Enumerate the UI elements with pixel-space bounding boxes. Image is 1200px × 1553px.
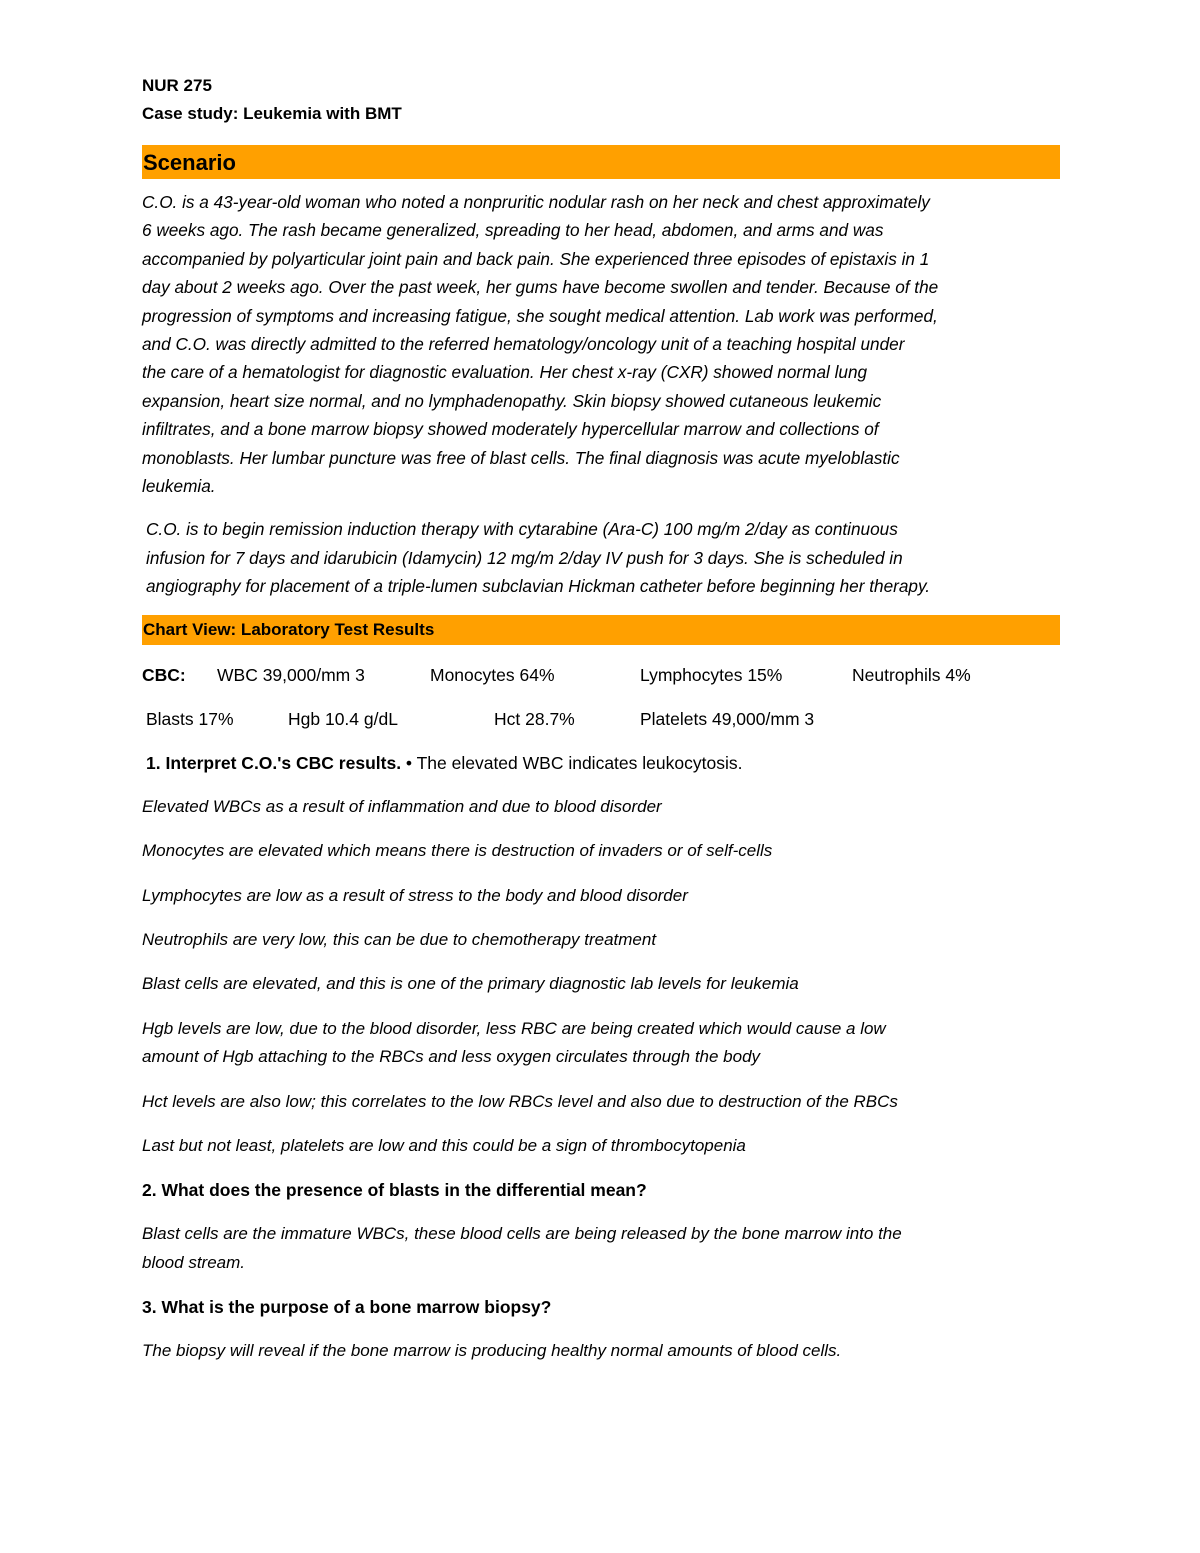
answer-1-hgb: Hgb levels are low, due to the blood disorder, less RBC are being created which would cause a low amount of Hgb attaching to the RBCs and less oxygen circulates through the body [142, 1018, 886, 1067]
question-1 [142, 749, 1060, 777]
lab-wbc: WBC 39,000/mm 3 [217, 664, 365, 685]
lab-hgb: Hgb 10.4 g/dL [288, 708, 398, 729]
lab-platelets: Platelets 49,000/mm 3 [640, 708, 815, 729]
answer-2: Blast cells are the immature WBCs, these blood cells are being released by the bone marrow into the blood stream. [142, 1224, 902, 1272]
answer-1-blasts: Blast cells are elevated, and this is one of the primary diagnostic lab levels for leukemia [142, 974, 799, 994]
document-page [142, 72, 1060, 1366]
lab-monocytes: Monocytes 64% [430, 664, 555, 685]
scenario-paragraph-1: C.O. is a 43-year-old woman who noted a nonpruritic nodular rash on her neck and chest approximately 6 weeks ago. The rash became generalized, spreading to her head, abdomen, and arms and was accompanied by polyarticular joint pain and back pain. She experienced three episodes of epistaxis in 1 day about 2 weeks ago. Over the past week, her gums have become swollen and tender. Because of the progression of symptoms and increasing fatigue, she sought medical attention. Lab work was performed, and C.O. was directly admitted to the referred hematology/oncology unit of a teaching hospital under the care of a hematologist for diagnostic evaluation. Her chest x-ray (CXR) showed normal lung expansion, heart size normal, and no lymphadenopathy. Skin biopsy showed cutaneous leukemic infiltrates, and a bone marrow biopsy showed moderately hypercellular marrow and collections of monoblasts. Her lumbar puncture was free of blast cells. The final diagnosis was acute myeloblastic leukemia. [142, 192, 939, 497]
cbc-label: CBC: [142, 664, 186, 685]
question-3: 3. What is the purpose of a bone marrow biopsy? [142, 1297, 552, 1318]
cbc-row-1 [142, 653, 1060, 697]
question-1-text: 1. Interpret C.O.'s CBC results. [146, 752, 402, 773]
lab-results-heading: Chart View: Laboratory Test Results [142, 615, 1060, 645]
lab-blasts: Blasts 17% [146, 708, 234, 729]
answer-3: The biopsy will reveal if the bone marrow is producing healthy normal amounts of blood cells. [142, 1341, 842, 1361]
question-1-inline-answer: • The elevated WBC indicates leukocytosis. [401, 752, 743, 773]
question-2: 2. What does the presence of blasts in the differential mean? [142, 1180, 647, 1201]
answer-1-hct: Hct levels are also low; this correlates to the low RBCs level and also due to destruction of the RBCs [142, 1091, 898, 1111]
course-code: NUR 275 [142, 76, 212, 95]
document-title: Case study: Leukemia with BMT [142, 104, 402, 123]
answer-1-platelets: Last but not least, platelets are low and this could be a sign of thrombocytopenia [142, 1135, 746, 1155]
answer-1-lymphocytes: Lymphocytes are low as a result of stress to the body and blood disorder [142, 885, 688, 905]
scenario-heading: Scenario [142, 145, 1060, 179]
lab-lymphocytes: Lymphocytes 15% [640, 664, 783, 685]
answer-1-monocytes: Monocytes are elevated which means there is destruction of invaders or of self-cells [142, 841, 773, 861]
cbc-row-2 [142, 697, 1060, 741]
scenario-paragraph-2: C.O. is to begin remission induction therapy with cytarabine (Ara-C) 100 mg/m 2/day as continuous infusion for 7 days and idarubicin (Idamycin) 12 mg/m 2/day IV push for 3 days. She is scheduled in angiography for placement of a triple-lumen subclavian Hickman catheter before beginning her therapy. [146, 519, 931, 597]
answer-1-wbc: Elevated WBCs as a result of inflammation and due to blood disorder [142, 796, 662, 816]
answer-1-neutrophils: Neutrophils are very low, this can be due to chemotherapy treatment [142, 929, 657, 949]
lab-neutrophils: Neutrophils 4% [852, 664, 971, 685]
lab-hct: Hct 28.7% [494, 708, 575, 729]
